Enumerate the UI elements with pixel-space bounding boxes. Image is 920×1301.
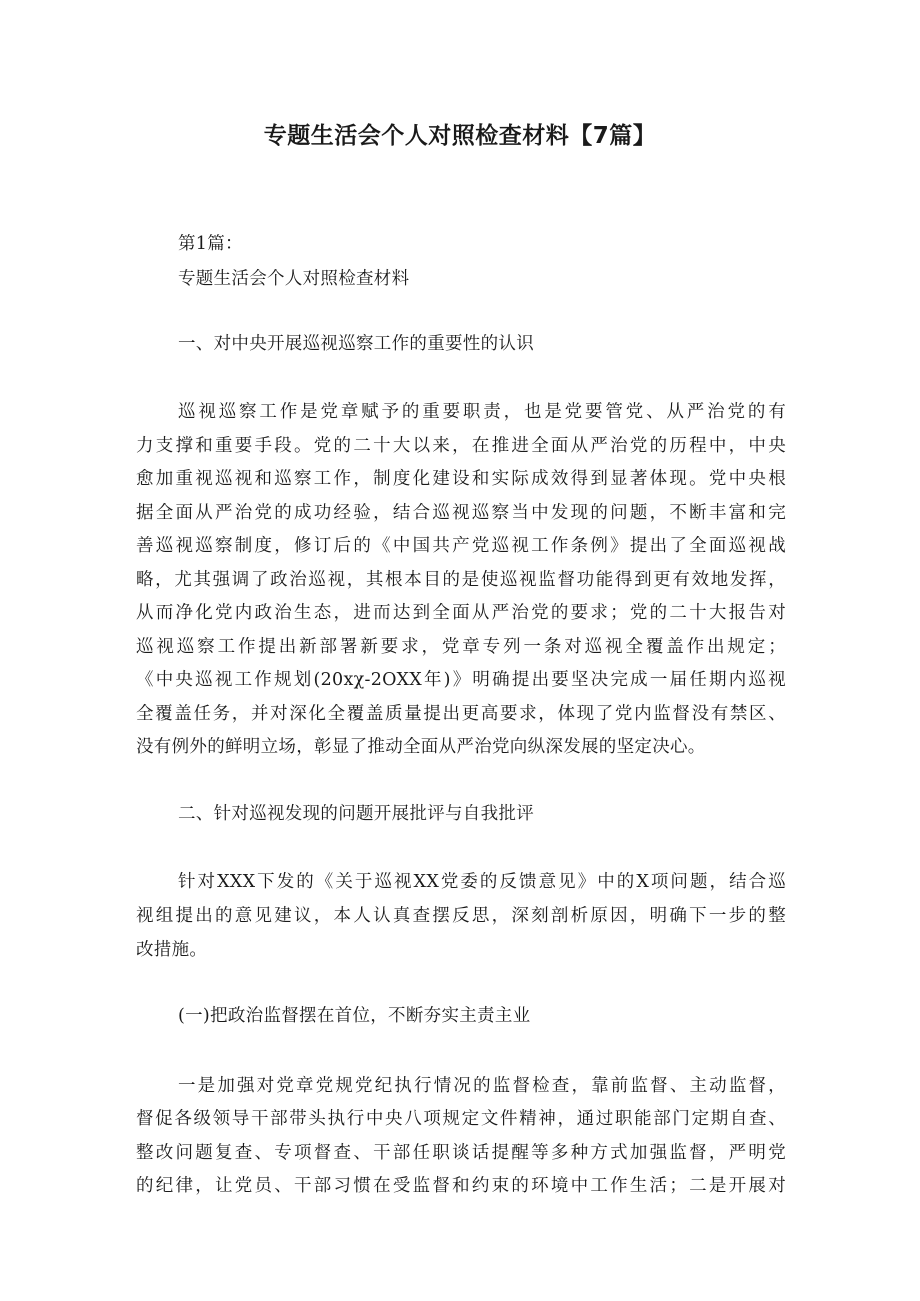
paragraph-line: 巡视巡察工作是党章赋予的重要职责，也是党要管党、从严治党的有 [178, 402, 786, 422]
section-heading-1: 一、对中央开展巡视巡察工作的重要性的认识 [178, 334, 534, 354]
paragraph-line: 督促各级领导干部带头执行中央八项规定文件精神，通过职能部门定期自查、 [136, 1109, 786, 1129]
part-subtitle: 专题生活会个人对照检查材料 [178, 269, 410, 289]
paragraph-line: 略，尤其强调了政治巡视，其根本目的是使巡视监督功能得到更有效地发挥， [136, 570, 786, 590]
paragraph-line: 巡视巡察工作提出新部署新要求，党章专列一条对巡视全覆盖作出规定； [136, 637, 786, 657]
paragraph-line: 整改问题复查、专项督查、干部任职谈话提醒等多种方式加强监督，严明党 [136, 1143, 786, 1163]
document-title: 专题生活会个人对照检查材料【7篇】 [263, 123, 657, 149]
section-heading-2: 二、针对巡视发现的问题开展批评与自我批评 [178, 804, 534, 824]
paragraph-line: 力支撑和重要手段。党的二十大以来，在推进全面从严治党的历程中，中央 [136, 436, 786, 456]
paragraph-line: 的纪律，让党员、干部习惯在受监督和约束的环境中工作生活；二是开展对 [136, 1176, 786, 1196]
part-label: 第1篇： [178, 234, 243, 254]
paragraph-line: 从而净化党内政治生态，进而达到全面从严治党的要求；党的二十大报告对 [136, 603, 786, 623]
paragraph-line: 据全面从严治党的成功经验，结合巡视巡察当中发现的问题，不断丰富和完 [136, 503, 786, 523]
paragraph-line: 善巡视巡察制度，修订后的《中国共产党巡视工作条例》提出了全面巡视战 [136, 536, 786, 556]
paragraph-line: 视组提出的意见建议，本人认真查摆反思，深刻剖析原因，明确下一步的整 [136, 906, 786, 926]
paragraph-line: 愈加重视巡视和巡察工作，制度化建设和实际成效得到显著体现。党中央根 [136, 469, 786, 489]
paragraph-line: 《中央巡视工作规划(20xχ-2OXX年)》明确提出要坚决完成一届任期内巡视 [136, 670, 786, 690]
paragraph-line: 没有例外的鲜明立场，彰显了推动全面从严治党向纵深发展的坚定决心。 [136, 737, 706, 757]
paragraph-line: 针对XXX下发的《关于巡视XX党委的反馈意见》中的X项问题，结合巡 [178, 872, 786, 892]
section-heading-3: (一)把政治监督摆在首位，不断夯实主责主业 [178, 1006, 531, 1026]
paragraph-line: 改措施。 [136, 940, 208, 960]
paragraph-line: 一是加强对党章党规党纪执行情况的监督检查，靠前监督、主动监督， [178, 1076, 786, 1096]
paragraph-line: 全覆盖任务，并对深化全覆盖质量提出更高要求，体现了党内监督没有禁区、 [136, 704, 786, 724]
